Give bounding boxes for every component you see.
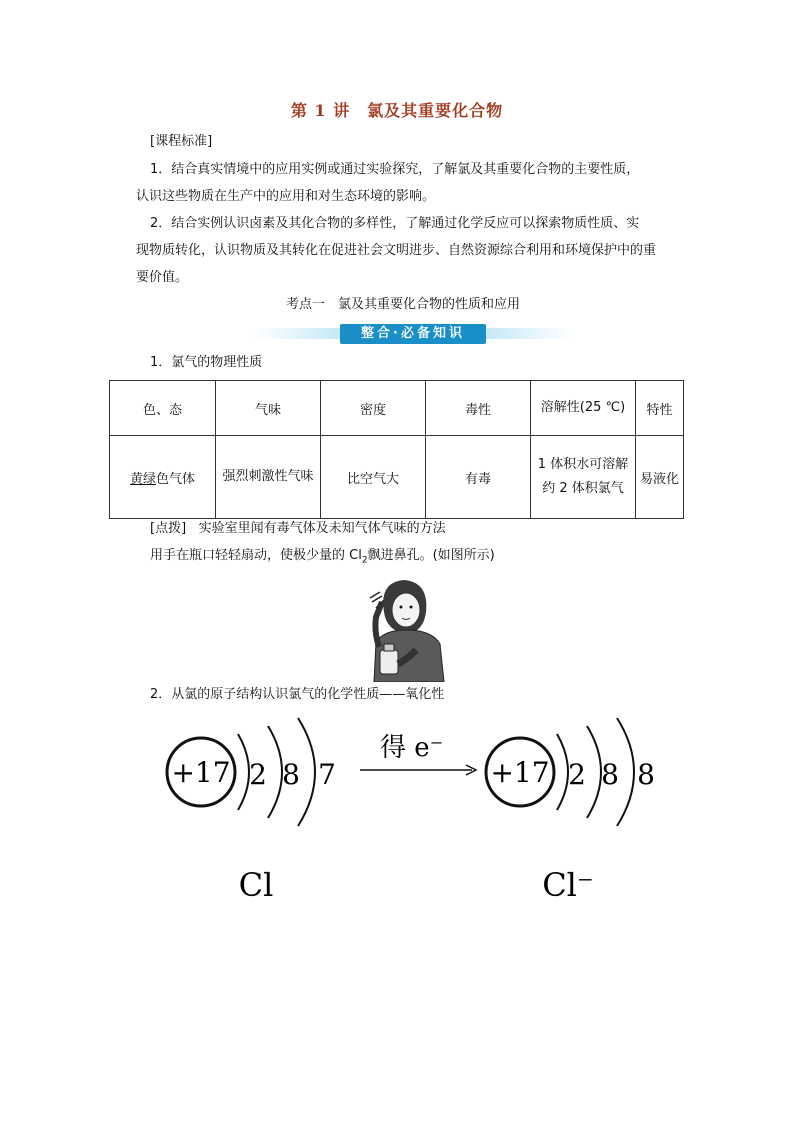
item-1-title: 1．氯气的物理性质 bbox=[150, 355, 263, 370]
electron-count: 8 bbox=[601, 758, 619, 791]
section-banner bbox=[254, 324, 572, 344]
shell-arc bbox=[238, 734, 249, 810]
tip-detail bbox=[150, 542, 495, 575]
page-title: 第 1 讲 氯及其重要化合物 bbox=[290, 101, 504, 120]
nucleus-charge-left: +17 bbox=[171, 756, 231, 789]
atomic-structure-diagram bbox=[150, 712, 670, 922]
header-cell: 色、态 bbox=[110, 381, 216, 436]
header-cell: 毒性 bbox=[426, 381, 531, 436]
electron-count: 8 bbox=[282, 758, 300, 791]
element-symbol-left: Cl bbox=[238, 866, 274, 904]
properties-table bbox=[109, 380, 684, 519]
item-2-title: 2．从氯的原子结构认识氯气的化学性质——氧化性 bbox=[150, 687, 445, 702]
value-cell-color bbox=[110, 436, 216, 519]
tip-line bbox=[150, 515, 446, 542]
standard-1-line-1: 1．结合真实情境中的应用实例或通过实验探究，了解氯及其重要化合物的主要性质， bbox=[150, 162, 640, 177]
header-cell: 气味 bbox=[216, 381, 321, 436]
value-cell: 1 体积水可溶解约 2 体积氯气 bbox=[531, 436, 636, 519]
arrow-label: 得 e⁻ bbox=[380, 733, 444, 763]
shell-arc bbox=[298, 718, 315, 826]
wafting-illustration bbox=[354, 572, 454, 682]
section-title: 考点一 氯及其重要化合物的性质和应用 bbox=[286, 297, 521, 312]
electron-count: 2 bbox=[568, 758, 586, 791]
header-cell: 密度 bbox=[321, 381, 426, 436]
header-cell: 溶解性(25 ℃) bbox=[531, 381, 636, 436]
banner-label: 整合·必备知识 bbox=[340, 324, 486, 344]
electron-count: 7 bbox=[318, 758, 336, 791]
element-symbol-right: Cl⁻ bbox=[542, 866, 594, 904]
value-cell: 易液化 bbox=[636, 436, 684, 519]
header-cell: 特性 bbox=[636, 381, 684, 436]
electron-count: 8 bbox=[637, 758, 655, 791]
subscript: 2 bbox=[361, 555, 368, 566]
standard-2-line-1: 2．结合实例认识卤素及其化合物的多样性，了解通过化学反应可以探索物质性质、实 bbox=[150, 216, 640, 231]
shell-arc bbox=[557, 734, 568, 810]
tip-detail-text-2: 飘进鼻孔。(如图所示) bbox=[367, 548, 495, 563]
standard-2-line-2: 现物质转化，认识物质及其转化在促进社会文明进步、自然资源综合利用和环境保护中的重 bbox=[136, 243, 657, 258]
table-value-row bbox=[110, 436, 684, 519]
standard-label: [课程标准] bbox=[150, 134, 213, 149]
value-cell: 有毒 bbox=[426, 436, 531, 519]
table-header-row bbox=[110, 381, 684, 436]
value-cell-text: 色气体 bbox=[156, 471, 196, 487]
standard-1-line-2: 认识这些物质在生产中的应用和对生态环境的影响。 bbox=[136, 189, 436, 204]
tip-label: [点拨] bbox=[150, 521, 187, 536]
shell-arc bbox=[268, 726, 282, 818]
value-cell: 比空气大 bbox=[321, 436, 426, 519]
underlined-part: 黄绿 bbox=[129, 471, 156, 487]
electron-count: 2 bbox=[249, 758, 267, 791]
tip-text: 实验室里闻有毒气体及未知气体气味的方法 bbox=[198, 521, 446, 536]
value-cell: 强烈刺激性气味 bbox=[216, 436, 321, 519]
standard-2-line-3: 要价值。 bbox=[136, 270, 189, 285]
nucleus-charge-right: +17 bbox=[490, 756, 550, 789]
tip-detail-text: 用手在瓶口轻轻扇动，使极少量的 Cl bbox=[150, 548, 362, 563]
shell-arc bbox=[587, 726, 601, 818]
shell-arc bbox=[617, 718, 634, 826]
